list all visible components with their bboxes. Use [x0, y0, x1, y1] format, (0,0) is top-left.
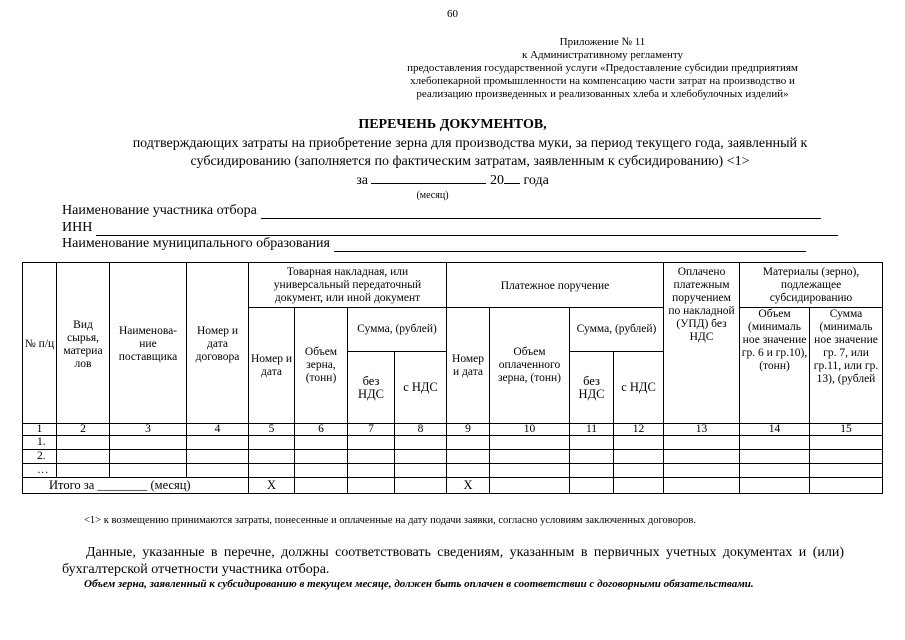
header-col-2: Вид сырья, материа лов — [57, 263, 110, 424]
header-col-3: Наименова-ние поставщика — [110, 263, 187, 424]
row-number: … — [23, 464, 57, 478]
header-col-5: Номер и дата — [249, 308, 295, 424]
column-numbers-row — [23, 424, 883, 436]
header-group-payment: Платежное поручение — [447, 263, 664, 308]
municipality-line — [334, 237, 806, 252]
header-sum-a: Сумма, (рублей) — [348, 308, 447, 352]
col-number: 1 — [23, 424, 57, 436]
documents-table — [22, 262, 883, 494]
month-blank — [371, 171, 486, 184]
col-number: 13 — [664, 424, 740, 436]
header-col-15: Сумма (минималь ное значение гр. 7, или гр.11, или гр. 13), (рублей — [810, 308, 883, 424]
inn-field — [62, 220, 838, 236]
header-col-4: Номер и дата договора — [187, 263, 249, 424]
col-number: 14 — [740, 424, 810, 436]
appendix-line-5: реализацию произведенных и реализованных хлеба и хлебобулочных изделий» — [416, 88, 789, 100]
header-col-11: без НДС — [570, 352, 614, 424]
total-mark-9: X — [447, 478, 490, 494]
participant-field — [62, 203, 821, 219]
header-col-10: Объем оплаченного зерна, (тонн) — [490, 308, 570, 424]
header-col-14: Объем (минималь ное значение гр. 6 и гр.10), (тонн) — [740, 308, 810, 424]
col-number: 3 — [110, 424, 187, 436]
page-number: 60 — [447, 8, 458, 20]
row-number: 2. — [23, 450, 57, 464]
appendix-line-3: предоставления государственной услуги «Предоставление субсидии предприятиям — [407, 62, 798, 74]
col-number: 10 — [490, 424, 570, 436]
header-group-invoice: Товарная накладная, или универсальный передаточный документ, или иной документ — [249, 263, 447, 308]
inn-line — [96, 221, 838, 236]
payment-note: Объем зерна, заявленный к субсидированию в текущем месяце, должен быть оплачен в соответствии с договорными обязательствами. — [84, 578, 754, 590]
appendix-line-4: хлебопекарной промышленности на компенсацию части затрат на производство и — [410, 75, 795, 87]
total-suffix: (месяц) — [150, 478, 191, 492]
inn-label: ИНН — [62, 220, 93, 235]
col-number: 6 — [295, 424, 348, 436]
col-number: 4 — [187, 424, 249, 436]
participant-label: Наименование участника отбора — [62, 203, 257, 218]
col-number: 7 — [348, 424, 395, 436]
total-blank: ________ — [97, 478, 148, 492]
year-blank — [504, 171, 520, 184]
participant-line — [261, 204, 821, 219]
document-subtitle: подтверждающих затраты на приобретение зерна для производства муки, за период текущего года, заявленный к субсидированию (заполняется по фактическим затратам, заявленным к субсидированию) <1> — [132, 136, 808, 169]
col-number: 5 — [249, 424, 295, 436]
compliance-paragraph: Данные, указанные в перечне, должны соответствовать сведениям, указанным в первичных учетных документах и (или) бухгалтерской отчетности участника отбора. — [62, 545, 844, 577]
appendix-header — [350, 36, 855, 101]
col-number: 9 — [447, 424, 490, 436]
year-prefix: 20 — [489, 173, 504, 188]
header-col-1: № п/ц — [23, 263, 57, 424]
header-col-9: Номер и дата — [447, 308, 490, 424]
municipality-label: Наименование муниципального образования — [62, 236, 330, 251]
footnote: <1> к возмещению принимаются затраты, понесенные и оплаченные на дату подачи заявки, согласно условиям заключенных договоров. — [84, 515, 696, 526]
header-col-12: с НДС — [614, 352, 664, 424]
month-hint: (месяц) — [416, 190, 449, 201]
header-col-8: с НДС — [395, 352, 447, 424]
header-col-13: Оплачено платежным поручением по накладной (УПД) без НДС — [664, 263, 740, 424]
total-mark-5: X — [249, 478, 295, 494]
period-prefix: за — [356, 173, 368, 188]
document-title: ПЕРЕЧЕНЬ ДОКУМЕНТОВ, — [358, 117, 547, 132]
col-number: 8 — [395, 424, 447, 436]
appendix-line-1: Приложение № 11 — [559, 36, 646, 48]
col-number: 2 — [57, 424, 110, 436]
table-row — [23, 436, 883, 450]
municipality-field — [62, 236, 806, 252]
col-number: 15 — [810, 424, 883, 436]
period-line — [0, 171, 905, 189]
header-col-7: без НДС — [348, 352, 395, 424]
col-number: 11 — [570, 424, 614, 436]
header-group-materials: Материалы (зерно), подлежащее субсидированию — [740, 263, 883, 308]
table-row — [23, 464, 883, 478]
total-row — [23, 478, 883, 494]
col-number: 12 — [614, 424, 664, 436]
appendix-line-2: к Административному регламенту — [521, 49, 684, 61]
period-suffix: года — [523, 173, 549, 188]
total-label — [23, 478, 249, 494]
header-sum-b: Сумма, (рублей) — [570, 308, 664, 352]
table-row — [23, 450, 883, 464]
row-number: 1. — [23, 436, 57, 450]
total-prefix: Итого за — [49, 478, 95, 492]
header-col-6: Объем зерна, (тонн) — [295, 308, 348, 424]
